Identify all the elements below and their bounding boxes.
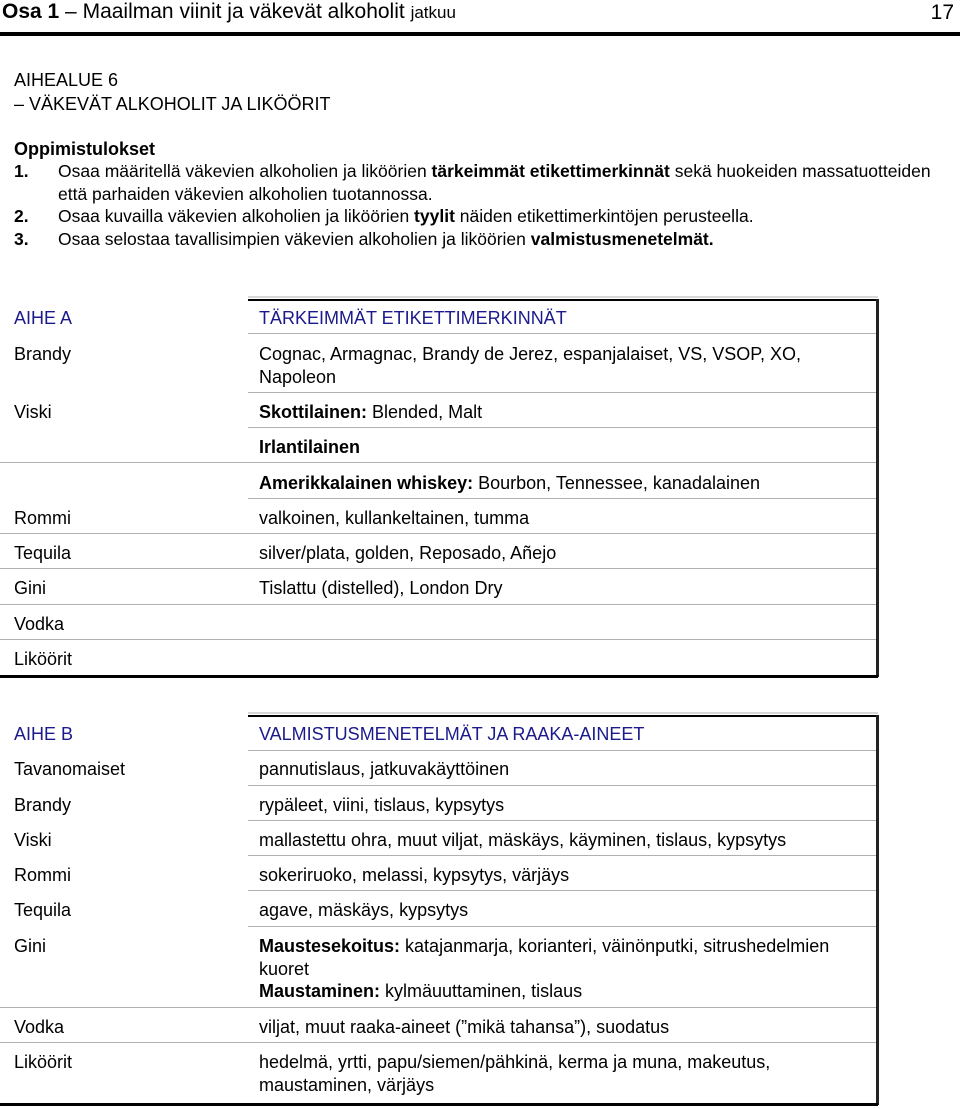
row-a-viski-irish: Irlantilainen — [259, 437, 361, 457]
outcome-number: 1. — [14, 161, 29, 181]
outcome-item — [14, 160, 944, 205]
row-divider — [0, 462, 876, 463]
row-divider — [248, 890, 876, 891]
row-b-value: sokeriruoko, melassi, kypsytys, värjäys — [259, 865, 570, 885]
row-b-value: agave, mäskäys, kypsytys — [259, 900, 469, 920]
row-a-viski-american — [259, 472, 869, 495]
page-number: 17 — [930, 1, 954, 24]
row-divider — [0, 1042, 876, 1043]
table-a-right-shadow — [876, 299, 879, 677]
area-label: AIHEALUE 6 — [14, 70, 119, 90]
row-divider — [248, 820, 876, 821]
row-a-brandy-value: Cognac, Armagnac, Brandy de Jerez, espanjalaiset, VS, VSOP, XO, Napoleon — [259, 344, 801, 387]
header-title-text: Maailman viinit ja väkevät alkoholit — [82, 0, 405, 23]
scottish-label: Skottilainen: — [259, 402, 368, 422]
header-dash: – — [59, 0, 83, 23]
header-suffix: jatkuu — [410, 3, 456, 22]
table-b-right-shadow — [876, 715, 879, 1105]
section-b-left-header: AIHE B — [14, 724, 74, 744]
row-divider — [248, 750, 876, 751]
row-a-vodka-name: Vodka — [14, 614, 65, 634]
outcome-bold: tyylit — [414, 206, 455, 226]
row-b-name: Tequila — [14, 900, 72, 920]
scottish-value: Blended, Malt — [367, 402, 483, 422]
table-a-topline — [248, 299, 878, 301]
row-a-brandy-name: Brandy — [14, 344, 72, 364]
row-divider — [0, 1007, 876, 1008]
row-divider — [248, 785, 876, 786]
row-b-gini-name: Gini — [14, 936, 47, 956]
gini-method-label: Maustaminen: — [259, 981, 381, 1001]
row-a-viski-scottish — [259, 401, 869, 424]
outcome-item — [14, 228, 944, 251]
outcome-item — [14, 205, 944, 228]
section-b-right-header: VALMISTUSMENETELMÄT JA RAAKA-AINEET — [259, 724, 645, 744]
american-label: Amerikkalainen whiskey: — [259, 473, 474, 493]
row-a-rommi-value: valkoinen, kullankeltainen, tumma — [259, 508, 530, 528]
table-b-topline — [248, 715, 878, 717]
outcome-text: Osaa määritellä väkevien alkoholien ja liköörien — [58, 161, 432, 181]
outcome-bold: tärkeimmät etikettimerkinnät — [431, 161, 670, 181]
outcome-number: 3. — [14, 228, 29, 249]
page-header — [0, 0, 960, 36]
row-b-vodka-value: viljat, muut raaka-aineet (”mikä tahansa”), suodatus — [259, 1017, 670, 1037]
row-a-gini-value: Tislattu (distelled), London Dry — [259, 578, 503, 598]
row-divider — [0, 568, 876, 569]
header-part: Osa 1 — [2, 0, 60, 23]
outcome-text: näiden etikettimerkintöjen perusteella. — [454, 206, 754, 226]
table-b-bottomline — [0, 1103, 878, 1106]
row-b-value: mallastettu ohra, muut viljat, mäskäys, käyminen, tislaus, kypsytys — [259, 830, 787, 850]
row-b-name: Rommi — [14, 865, 71, 885]
row-a-liköörit-name: Liköörit — [14, 649, 73, 669]
row-a-viski-name: Viski — [14, 402, 52, 422]
section-a-left-header: AIHE A — [14, 308, 73, 328]
outcome-number: 2. — [14, 206, 29, 226]
gini-method-value: kylmäuuttaminen, tislaus — [380, 981, 583, 1001]
row-b-name: Tavanomaiset — [14, 759, 126, 779]
row-b-name: Viski — [14, 830, 52, 850]
row-divider — [0, 639, 876, 640]
row-divider — [0, 604, 876, 605]
row-b-liköörit-name: Liköörit — [14, 1052, 73, 1072]
row-a-tequila-name: Tequila — [14, 543, 72, 563]
section-a-right-header: TÄRKEIMMÄT ETIKETTIMERKINNÄT — [259, 308, 567, 328]
row-divider — [248, 427, 876, 428]
table-b-shadow — [248, 712, 878, 714]
row-b-liköörit-value: hedelmä, yrtti, papu/siemen/pähkinä, kerma ja muna, makeutus, maustaminen, värjäys — [259, 1052, 771, 1095]
gini-blend-label: Maustesekoitus: — [259, 936, 401, 956]
row-divider — [248, 926, 876, 927]
outcome-text: Osaa kuvailla väkevien alkoholien ja liköörien — [58, 206, 415, 226]
row-b-gini-value — [259, 935, 869, 1003]
row-divider — [248, 333, 876, 334]
row-divider — [248, 498, 876, 499]
table-a-bottomline — [0, 675, 878, 678]
row-b-vodka-name: Vodka — [14, 1017, 65, 1037]
row-b-name: Brandy — [14, 795, 72, 815]
row-a-rommi-name: Rommi — [14, 508, 71, 528]
row-divider — [248, 392, 876, 393]
gini-blend-value: katajanmarja, korianteri, väinönputki, sitrushedelmien kuoret — [259, 936, 830, 979]
header-title — [2, 0, 456, 24]
row-divider — [248, 855, 876, 856]
row-b-value: rypäleet, viini, tislaus, kypsytys — [259, 795, 505, 815]
row-divider — [0, 533, 876, 534]
american-value: Bourbon, Tennessee, kanadalainen — [473, 473, 761, 493]
outcome-bold: valmistusmenetelmät. — [530, 228, 714, 249]
row-b-value: pannutislaus, jatkuvakäyttöinen — [259, 759, 510, 779]
outcomes-heading: Oppimistulokset — [14, 139, 156, 159]
outcome-text: Osaa selostaa tavallisimpien väkevien alkoholien ja liköörien — [58, 228, 531, 249]
area-title: – VÄKEVÄT ALKOHOLIT JA LIKÖÖRIT — [14, 94, 331, 114]
table-a-shadow — [248, 296, 878, 298]
outcome-text: sekä huokeiden massatuotteiden että parhaiden väkevien alkoholien tuotannossa. — [58, 161, 931, 204]
outcomes-list — [14, 160, 944, 250]
row-a-gini-name: Gini — [14, 578, 47, 598]
row-a-tequila-value: silver/plata, golden, Reposado, Añejo — [259, 543, 557, 563]
